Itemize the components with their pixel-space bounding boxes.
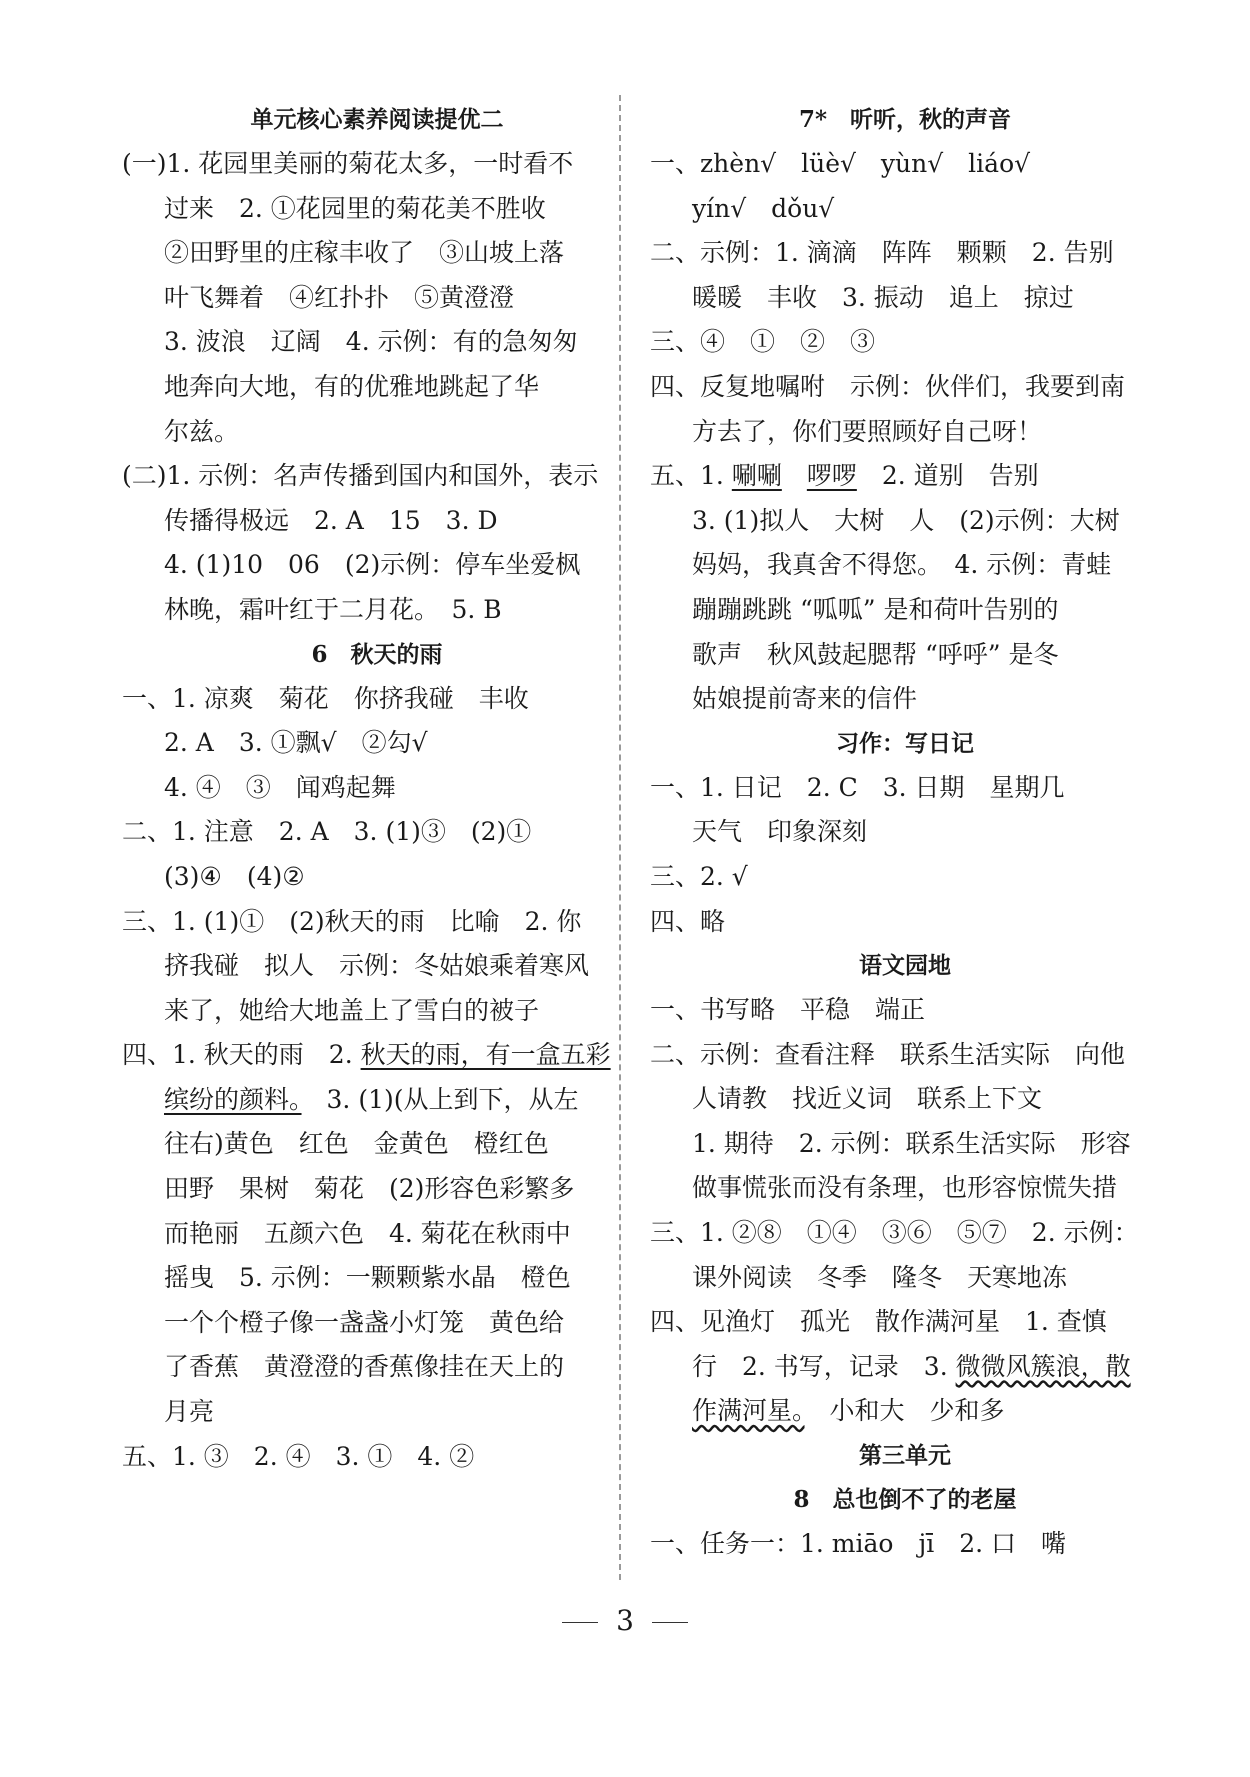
answer-line: 地奔向大地，有的优雅地跳起了华 <box>164 371 540 401</box>
answer-text <box>782 461 807 490</box>
underlined-answer: 秋天的雨，有一盒五彩 <box>360 1040 611 1070</box>
answer-line: 传播得极远 2. A 15 3. D <box>164 505 498 535</box>
answer-line: 往右)黄色 红色 金黄色 橙红色 <box>164 1129 549 1159</box>
answer-text: 3. (1)(从上到下，从左 <box>301 1084 579 1114</box>
answer-line: 一个个橙子像一盏盏小灯笼 黄色给 <box>164 1307 565 1337</box>
answer-line: 课外阅读 冬季 隆冬 天寒地冻 <box>692 1262 1068 1292</box>
answer-line <box>122 1033 611 1078</box>
section-title: 单元核心素养阅读提优二 <box>250 106 504 133</box>
answer-line <box>650 1345 1131 1390</box>
answer-line: 蹦蹦跳跳 “呱呱” 是和荷叶告别的 <box>692 594 1059 624</box>
page-number-value: 3 <box>616 1604 634 1637</box>
answer-line: 一、1. 日记 2. C 3. 日期 星期几 <box>650 772 1065 802</box>
answer-line: 4. (1)10 06 (2)示例：停车坐爱枫 <box>164 550 581 580</box>
answer-line: 而艳丽 五颜六色 4. 菊花在秋雨中 <box>164 1218 571 1248</box>
answer-text: 小和大 少和多 <box>804 1396 1005 1426</box>
answer-line: 四、反复地嘱咐 示例：伙伴们，我要到南 <box>650 371 1126 401</box>
answer-line: 尔兹。 <box>164 416 240 446</box>
lesson-title: 6 秋天的雨 <box>311 640 443 668</box>
answer-line: 三、1. (1)① (2)秋天的雨 比喻 2. 你 <box>122 906 582 936</box>
answer-text: 2. 道别 告别 <box>856 461 1039 491</box>
wavy-underlined-answer: 作满河星。 <box>692 1396 805 1426</box>
answer-line: 2. A 3. ①飘√ ②勾√ <box>164 728 428 758</box>
answer-line: (一)1. 花园里美丽的菊花太多，一时看不 <box>122 149 574 178</box>
answer-line: 二、1. 注意 2. A 3. (1)③ (2)① <box>122 817 532 847</box>
answer-line: 四、见渔灯 孤光 散作满河星 1. 查慎 <box>650 1307 1107 1337</box>
answer-line: 3. 波浪 辽阔 4. 示例：有的急匆匆 <box>164 327 578 357</box>
answer-line: 田野 果树 菊花 (2)形容色彩繁多 <box>164 1174 575 1204</box>
answer-line: 三、1. ②⑧ ①④ ③⑥ ⑤⑦ 2. 示例： <box>650 1218 1139 1248</box>
answer-line: 月亮 <box>164 1397 215 1427</box>
answer-line: 三、④ ① ② ③ <box>650 327 876 357</box>
answer-line: 挤我碰 拟人 示例：冬姑娘乘着寒风 <box>164 951 590 981</box>
answer-line: 摇曳 5. 示例：一颗颗紫水晶 橙色 <box>164 1263 571 1293</box>
answer-line: 林晚，霜叶红于二月花。 5. B <box>164 594 502 624</box>
answer-line: (3)④ (4)② <box>164 861 305 891</box>
answer-text: 四、1. 秋天的雨 2. <box>122 1040 361 1070</box>
answer-line: 二、示例：1. 滴滴 阵阵 颗颗 2. 告别 <box>650 238 1114 268</box>
answer-line: 姑娘提前寄来的信件 <box>692 684 918 714</box>
left-column <box>122 98 611 1479</box>
answer-line: 做事慌张而没有条理，也形容惊慌失措 <box>692 1173 1118 1203</box>
answer-line: (二)1. 示例：名声传播到国内和国外，表示 <box>122 461 599 491</box>
answer-line: 来了，她给大地盖上了雪白的被子 <box>164 995 540 1025</box>
answer-line: 叶飞舞着 ④红扑扑 ⑤黄澄澄 <box>164 282 515 312</box>
answer-line: 四、略 <box>650 906 726 936</box>
unit-title: 第三单元 <box>859 1442 951 1470</box>
answer-text: 行 2. 书写，记录 3. <box>692 1351 956 1381</box>
answer-line: 过来 2. ①花园里的菊花美不胜收 <box>164 193 546 223</box>
lesson-title: 8 总也倒不了的老屋 <box>793 1486 1017 1514</box>
section-title: 习作：写日记 <box>836 729 974 757</box>
answer-line: 一、zhèn√ lüè√ yùn√ liáo√ <box>650 149 1031 178</box>
answer-line: 暖暖 丰收 3. 振动 追上 掠过 <box>692 282 1074 312</box>
wavy-underlined-answer: 微微风簇浪，散 <box>955 1351 1131 1381</box>
lesson-title: 7* 听听，秋的声音 <box>798 106 1012 133</box>
section-title: 语文园地 <box>859 952 951 980</box>
answer-line: 三、2. √ <box>650 861 748 891</box>
answer-line: 天气 印象深刻 <box>692 817 868 847</box>
answer-line: yín√ dǒu√ <box>692 193 835 223</box>
answer-line <box>650 454 1120 499</box>
page-number <box>0 1604 1250 1637</box>
answer-line: 一、任务一：1. miāo jī 2. 口 嘴 <box>650 1529 1067 1559</box>
right-column <box>650 98 1139 1567</box>
answer-line: ②田野里的庄稼丰收了 ③山坡上落 <box>164 238 565 268</box>
underlined-answer: 唰唰 <box>731 461 782 491</box>
dash-right <box>652 1622 688 1623</box>
underlined-answer: 缤纷的颜料。 <box>164 1084 302 1114</box>
answer-line <box>650 1389 1120 1434</box>
answer-text: 五、1. <box>650 461 732 491</box>
answer-line: 1. 期待 2. 示例：联系生活实际 形容 <box>692 1128 1131 1158</box>
answer-line: 歌声 秋风鼓起腮帮 “呼呼” 是冬 <box>692 639 1059 669</box>
answer-line: 了香蕉 黄澄澄的香蕉像挂在天上的 <box>164 1352 565 1382</box>
answer-line: 五、1. ③ 2. ④ 3. ① 4. ② <box>122 1441 475 1471</box>
answer-line: 一、1. 凉爽 菊花 你挤我碰 丰收 <box>122 683 529 713</box>
answer-line: 3. (1)拟人 大树 人 (2)示例：大树 <box>692 505 1120 535</box>
column-divider <box>619 95 621 1580</box>
answer-line: 4. ④ ③ 闻鸡起舞 <box>164 772 396 802</box>
answer-line: 人请教 找近义词 联系上下文 <box>692 1084 1043 1114</box>
answer-line <box>122 1078 592 1123</box>
dash-left <box>562 1622 598 1623</box>
answer-line: 二、示例：查看注释 联系生活实际 向他 <box>650 1039 1126 1069</box>
underlined-answer: 啰啰 <box>806 461 857 491</box>
answer-line: 妈妈，我真舍不得您。 4. 示例：青蛙 <box>692 550 1112 580</box>
answer-line: 方去了，你们要照顾好自己呀！ <box>692 416 1043 446</box>
answer-line: 一、书写略 平稳 端正 <box>650 995 926 1025</box>
